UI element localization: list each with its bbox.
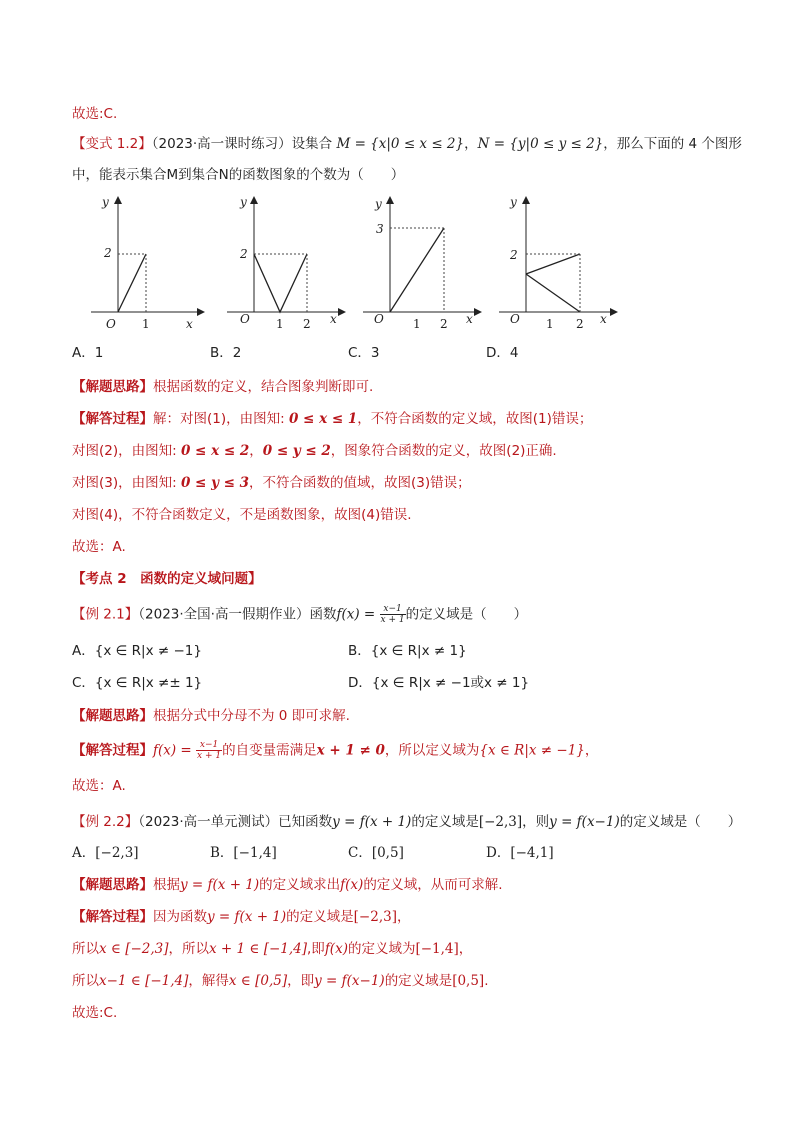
process-text: ,即 (307, 941, 325, 957)
option-d: D．4 (486, 345, 519, 361)
process-math: [−2,3] (353, 909, 397, 925)
hint-text: 根据 (153, 877, 180, 893)
option-c: C．3 (348, 345, 380, 361)
x-label: x (330, 312, 337, 326)
ex22-source: （2023·高一单元测试） (138, 814, 279, 830)
hint-text: 的定义域，从而可求解. (363, 877, 503, 893)
origin-label: O (240, 312, 250, 326)
set-n: N = {y|0 ≤ y ≤ 2} (477, 136, 604, 152)
option-a: A．{x ∈ R|x ≠ −1} (72, 643, 202, 659)
variant-question-line1 (72, 134, 742, 154)
process-text: 的定义域是 (286, 909, 354, 925)
ex21-source: （2023·全国·高一假期作业） (138, 606, 310, 623)
hint-tag: 【解题思路】 (72, 877, 153, 893)
fraction (380, 604, 406, 625)
function-fx: f(x) = (336, 606, 380, 623)
variant-process-1 (72, 409, 592, 429)
question-text: ，则 (522, 814, 550, 830)
process-math: [−1,4] (415, 941, 459, 957)
x-tick: 1 (546, 317, 554, 331)
section-heading: 【考点 2 函数的定义域问题】 (72, 571, 262, 587)
hint-tag: 【解题思路】 (72, 379, 153, 395)
process-text: 对图(2)，由图知: (72, 443, 181, 459)
process-math: x + 1 ∈ [−1,4] (209, 941, 308, 957)
graph-line (118, 254, 146, 312)
process-text: ， (396, 909, 411, 925)
process-text: 的定义域是 (384, 973, 453, 989)
process-text: 的自变量需满足 (222, 742, 317, 759)
ex22-process-2 (72, 939, 472, 959)
question-math: y = f(x + 1) (332, 814, 412, 830)
process-math: x + 1 ≠ 0 (316, 742, 385, 759)
graph-line (526, 254, 580, 274)
process-text: 因为函数 (153, 909, 207, 925)
process-math: 0 ≤ x ≤ 2 (180, 443, 250, 459)
question-text: 已知函数 (278, 814, 333, 830)
ex21-question (72, 604, 527, 625)
hint-tag: 【解题思路】 (72, 708, 153, 724)
set-m: M = {x|0 ≤ x ≤ 2} (336, 136, 465, 152)
process-text: ，所以定义域为 (384, 742, 480, 759)
ex22-answer: 故选:C. (72, 1005, 118, 1021)
hint-math: y = f(x + 1) (180, 877, 260, 893)
process-tag: 【解答过程】 (72, 909, 153, 925)
y-label: y (240, 195, 247, 209)
option-b: B．2 (210, 345, 242, 361)
y-label: y (510, 195, 517, 209)
process-text: 对图(3)，由图知: (72, 475, 181, 491)
process-math: 0 ≤ y ≤ 3 (180, 475, 250, 491)
graph-3 (358, 192, 483, 337)
ex22-hint (72, 875, 503, 895)
option-d: D．[−4,1] (486, 845, 554, 861)
ex22-question (72, 812, 741, 832)
process-text: 所以 (72, 941, 99, 957)
process-text: 所以 (72, 973, 99, 989)
process-math: {x ∈ R|x ≠ −1} (479, 742, 585, 759)
x-label: x (466, 312, 473, 326)
hint-text: 的定义域求出 (259, 877, 341, 893)
graph-4 (494, 192, 619, 337)
process-text: ，不符合函数的定义域，故图(1)错误； (357, 411, 593, 427)
option-a: A．1 (72, 345, 104, 361)
hint-math: f(x) (340, 877, 364, 893)
y-tick: 2 (510, 248, 518, 262)
process-tag: 【解答过程】 (72, 742, 153, 759)
y-tick: 3 (376, 222, 384, 236)
fraction-denominator: x + 1 (197, 751, 222, 761)
question-text: 的定义域是（ ） (619, 814, 742, 830)
x-tick: 1 (413, 317, 421, 331)
question-text: 的定义域是 (411, 814, 479, 830)
x-tick: 2 (303, 317, 311, 331)
y-tick: 2 (104, 246, 112, 260)
process-math: f(x) = (153, 742, 197, 759)
x-tick: 2 (576, 317, 584, 331)
x-label: x (600, 312, 607, 326)
option-b: B．{x ∈ R|x ≠ 1} (348, 643, 467, 659)
option-b: B．[−1,4] (210, 845, 277, 861)
prev-answer: 故选:C. (72, 106, 118, 122)
option-a: A．[−2,3] (72, 845, 139, 861)
question-text: 的定义域是（ ） (405, 606, 528, 623)
process-text: ， (584, 742, 599, 759)
ex21-process (72, 740, 598, 761)
ex21-tag: 【例 2.1】 (72, 606, 139, 623)
fraction-numerator: x−1 (380, 604, 406, 615)
process-math: [0,5] (452, 973, 485, 989)
origin-label: O (510, 312, 520, 326)
graph-line (390, 228, 444, 312)
variant-process-2 (72, 441, 557, 461)
ex22-tag: 【例 2.2】 (72, 814, 139, 830)
process-text: ，解得 (188, 973, 229, 989)
process-math: 0 ≤ x ≤ 1 (288, 411, 358, 427)
hint-text: 根据分式中分母不为 0 即可求解. (153, 708, 350, 724)
process-math: x−1 ∈ [−1,4] (99, 973, 189, 989)
graph-1 (86, 192, 206, 337)
hint-text: 根据函数的定义，结合图象判断即可. (153, 379, 374, 395)
fraction (196, 740, 222, 761)
ex21-answer: 故选：A. (72, 778, 126, 794)
question-text: ，那么下面的 4 个图形 (603, 136, 742, 152)
graph-2 (222, 192, 347, 337)
process-text: ， (249, 443, 263, 459)
process-text: ，不符合函数的值域，故图(3)错误； (249, 475, 471, 491)
option-c: C．{x ∈ R|x ≠± 1} (72, 675, 203, 691)
variant-question-line2: 中，能表示集合M到集合N的函数图象的个数为（ ） (72, 167, 405, 183)
process-math: y = f(x−1) (314, 973, 385, 989)
option-c: C．[0,5] (348, 845, 404, 861)
question-math: [−2,3] (478, 814, 523, 830)
process-text: 的定义域为 (347, 941, 416, 957)
process-math: x ∈ [−2,3] (99, 941, 169, 957)
x-label: x (186, 317, 193, 331)
question-text: ， (464, 136, 478, 152)
process-text: ，即 (287, 973, 315, 989)
y-tick: 2 (240, 247, 248, 261)
variant-process-3 (72, 473, 471, 493)
process-text: 解：对图(1)，由图知: (153, 411, 289, 427)
ex22-process-1 (72, 907, 410, 927)
fraction-numerator: x−1 (196, 740, 222, 751)
process-tag: 【解答过程】 (72, 411, 153, 427)
process-math: y = f(x + 1) (207, 909, 287, 925)
x-tick: 1 (142, 317, 150, 331)
graph-line (254, 254, 307, 312)
origin-label: O (106, 317, 116, 331)
variant-hint (72, 377, 373, 397)
x-tick: 2 (440, 317, 448, 331)
question-text: 函数 (309, 606, 337, 623)
y-label: y (375, 197, 382, 211)
question-text: 设集合 (291, 136, 337, 152)
ex22-process-3 (72, 971, 489, 991)
ex21-hint (72, 706, 350, 726)
y-label: y (102, 195, 109, 209)
fraction-denominator: x + 1 (380, 615, 405, 625)
x-tick: 1 (276, 317, 284, 331)
option-d: D．{x ∈ R|x ≠ −1或x ≠ 1} (348, 675, 530, 691)
process-text: . (484, 973, 489, 989)
process-text: ，所以 (168, 941, 210, 957)
process-math: x ∈ [0,5] (228, 973, 288, 989)
variant-answer: 故选：A. (72, 539, 126, 555)
origin-label: O (374, 312, 384, 326)
variant-tag: 【变式 1.2】 (72, 136, 152, 152)
graph-line (526, 274, 580, 312)
process-math: 0 ≤ y ≤ 2 (262, 443, 331, 459)
variant-source: （2023·高一课时练习） (151, 136, 292, 152)
variant-process-4: 对图(4)，不符合函数定义，不是函数图象，故图(4)错误. (72, 507, 412, 523)
question-math: y = f(x−1) (549, 814, 620, 830)
process-text: ，图象符合函数的定义，故图(2)正确. (330, 443, 557, 459)
process-math: f(x) (324, 941, 348, 957)
process-text: ， (458, 941, 473, 957)
